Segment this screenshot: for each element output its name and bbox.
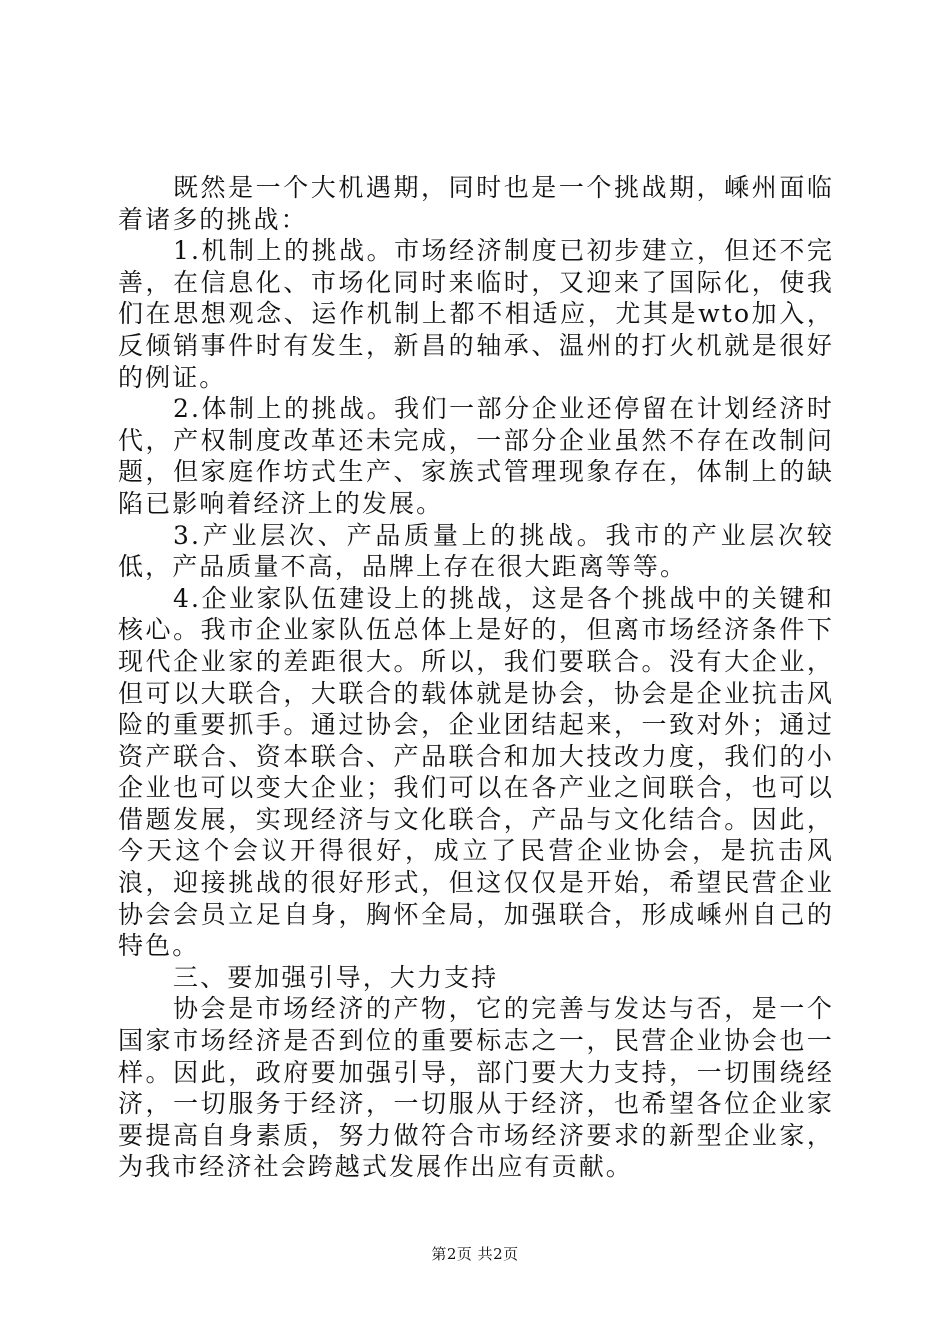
paragraph-challenge-1: 1.机制上的挑战。市场经济制度已初步建立，但还不完善，在信息化、市场化同时来临时，又迎来了国际化，使我们在思想观念、运作机制上都不相适应，尤其是wto加入，反倾销事件时有发生，新昌的轴承、温州的打火机就是很好的例证。 (118, 236, 834, 392)
document-body (118, 172, 834, 1183)
paragraph-challenge-3: 3.产业层次、产品质量上的挑战。我市的产业层次较低，产品质量不高，品牌上存在很大距离等等。 (118, 520, 834, 582)
paragraph-challenge-4: 4.企业家队伍建设上的挑战，这是各个挑战中的关键和核心。我市企业家队伍总体上是好的，但离市场经济条件下现代企业家的差距很大。所以，我们要联合。没有大企业，但可以大联合，大联合的载体就是协会，协会是企业抗击风险的重要抓手。通过协会，企业团结起来，一致对外；通过资产联合、资本联合、产品联合和加大技改力度，我们的小企业也可以变大企业；我们可以在各产业之间联合，也可以借题发展，实现经济与文化联合，产品与文化结合。因此，今天这个会议开得很好，成立了民营企业协会，是抗击风浪，迎接挑战的很好形式，但这仅仅是开始，希望民营企业协会会员立足自身，胸怀全局，加强联合，形成嵊州自己的特色。 (118, 583, 834, 961)
section-heading: 三、要加强引导，大力支持 (173, 962, 499, 992)
paragraph-conclusion: 协会是市场经济的产物，它的完善与发达与否，是一个国家市场经济是否到位的重要标志之一，民营企业协会也一样。因此，政府要加强引导，部门要大力支持，一切围绕经济，一切服务于经济，一切服从于经济，也希望各位企业家要提高自身素质，努力做符合市场经济要求的新型企业家，为我市经济社会跨越式发展作出应有贡献。 (118, 994, 834, 1182)
paragraph-intro: 既然是一个大机遇期，同时也是一个挑战期，嵊州面临着诸多的挑战： (118, 173, 834, 234)
page-number-footer: 第2页 共2页 (431, 1245, 519, 1263)
paragraph-challenge-2: 2.体制上的挑战。我们一部分企业还停留在计划经济时代，产权制度改革还未完成，一部分企业虽然不存在改制问题，但家庭作坊式生产、家族式管理现象存在，体制上的缺陷已影响着经济上的发展。 (118, 394, 834, 518)
